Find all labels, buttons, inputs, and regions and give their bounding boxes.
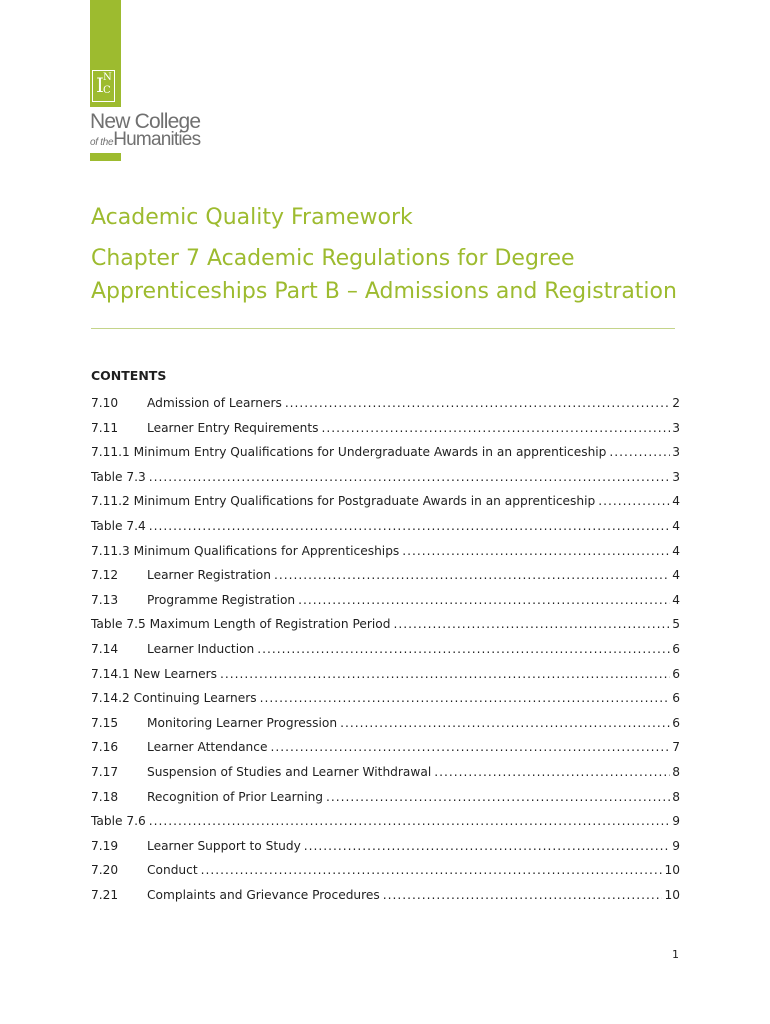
toc-entry-number: 7.12 [91, 568, 119, 583]
toc-entry-number: 7.21 [91, 887, 119, 902]
toc-dot-leader [257, 638, 670, 660]
toc-entry-page: 3 [672, 445, 680, 460]
toc-dot-leader [201, 859, 663, 881]
toc-entry-page: 3 [672, 420, 680, 435]
toc-entry-title: Suspension of Studies and Learner Withdrawal [147, 764, 432, 779]
toc-entry-page: 4 [672, 543, 680, 558]
toc-dot-leader [260, 687, 671, 709]
logo-name-line2 [90, 129, 200, 151]
logo-monogram-i: I [96, 73, 104, 97]
logo-name-humanities: Humanities [113, 129, 201, 150]
toc-entry-page: 7 [672, 740, 680, 755]
toc-dot-leader [149, 810, 670, 832]
toc-entry-number: 7.14 [91, 641, 119, 656]
toc-dot-leader [598, 490, 670, 512]
toc-entry[interactable] [91, 736, 680, 761]
toc-entry[interactable] [91, 490, 680, 515]
toc-entry[interactable] [91, 761, 680, 786]
toc-entry-title: Table 7.3 [91, 469, 146, 484]
toc-entry-title: Monitoring Learner Progression [147, 715, 338, 730]
toc-entry-title: Learner Entry Requirements [147, 420, 319, 435]
toc-entry-page: 10 [664, 863, 680, 878]
logo-monogram [92, 70, 115, 102]
toc-entry-title: 7.11.1 Minimum Entry Qualifications for Undergraduate Awards in an apprenticeship [91, 445, 607, 460]
toc-dot-leader [149, 515, 670, 537]
toc-dot-leader [304, 835, 670, 857]
toc-entry-title: 7.11.2 Minimum Entry Qualifications for Postgraduate Awards in an apprenticeship [91, 494, 596, 509]
toc-entry-title: Learner Registration [147, 568, 271, 583]
toc-entry-page: 8 [672, 764, 680, 779]
toc-entry-number: 7.13 [91, 592, 119, 607]
toc-entry-number: 7.19 [91, 838, 119, 853]
toc-entry-page: 6 [672, 641, 680, 656]
page-number: 1 [672, 948, 679, 961]
toc-entry[interactable] [91, 589, 680, 614]
toc-dot-leader [270, 736, 670, 758]
toc-entry-title: Table 7.6 [91, 814, 146, 829]
table-of-contents [91, 392, 680, 908]
contents-heading: CONTENTS [91, 368, 167, 383]
toc-entry-number: 7.16 [91, 740, 119, 755]
toc-entry-title: Learner Induction [147, 641, 255, 656]
toc-entry-title: 7.11.3 Minimum Qualifications for Apprenticeships [91, 543, 400, 558]
logo-underbar [90, 153, 121, 161]
toc-entry[interactable] [91, 884, 680, 909]
toc-entry-title: Admission of Learners [147, 396, 282, 410]
logo-monogram-n: N [103, 72, 112, 83]
toc-entry-title: Complaints and Grievance Procedures [147, 887, 380, 902]
toc-dot-leader [393, 613, 670, 635]
toc-entry[interactable] [91, 564, 680, 589]
toc-entry-page: 4 [672, 494, 680, 509]
toc-entry-page: 6 [672, 666, 680, 681]
toc-entry-title: Learner Attendance [147, 740, 268, 755]
toc-dot-leader [274, 564, 670, 586]
toc-dot-leader [340, 712, 670, 734]
toc-entry-number: 7.10 [91, 396, 119, 410]
toc-entry-number: 7.15 [91, 715, 119, 730]
toc-entry-title: 7.14.1 New Learners [91, 666, 218, 681]
toc-entry-title: Table 7.5 Maximum Length of Registration Period [91, 617, 391, 632]
toc-entry-number: 7.20 [91, 863, 119, 878]
toc-entry-number: 7.18 [91, 789, 119, 804]
toc-entry-page: 6 [672, 691, 680, 706]
toc-entry-title: Programme Registration [147, 592, 296, 607]
toc-entry[interactable] [91, 540, 680, 565]
toc-dot-leader [285, 392, 670, 414]
toc-entry[interactable] [91, 786, 680, 811]
toc-entry[interactable] [91, 515, 680, 540]
toc-entry[interactable] [91, 638, 680, 663]
toc-entry-number: 7.17 [91, 764, 119, 779]
toc-entry[interactable] [91, 613, 680, 638]
toc-entry-page: 4 [672, 518, 680, 533]
toc-entry-title: Recognition of Prior Learning [147, 789, 324, 804]
toc-entry-page: 10 [664, 887, 680, 902]
logo-name-line1: New College [90, 110, 201, 133]
toc-dot-leader [434, 761, 670, 783]
toc-entry[interactable] [91, 835, 680, 860]
logo-name-of-the: of the [90, 137, 114, 148]
toc-entry[interactable] [91, 712, 680, 737]
toc-dot-leader [402, 540, 670, 562]
toc-entry[interactable] [91, 417, 680, 442]
toc-entry-title: Learner Support to Study [147, 838, 301, 853]
toc-entry[interactable] [91, 810, 680, 835]
toc-entry-page: 4 [672, 568, 680, 583]
toc-entry-number: 7.11 [91, 420, 119, 435]
logo-monogram-c: C [103, 85, 111, 96]
toc-dot-leader [298, 589, 670, 611]
toc-entry[interactable] [91, 466, 680, 491]
toc-entry[interactable] [91, 663, 680, 688]
toc-entry-page: 4 [672, 592, 680, 607]
toc-entry-page: 9 [672, 814, 680, 829]
toc-entry-page: 2 [672, 396, 680, 410]
toc-dot-leader [609, 441, 670, 463]
title-divider [91, 328, 675, 329]
toc-entry-title: 7.14.2 Continuing Learners [91, 691, 257, 706]
toc-entry[interactable] [91, 441, 680, 466]
toc-entry-title: Conduct [147, 863, 198, 878]
toc-dot-leader [149, 466, 670, 488]
toc-dot-leader [383, 884, 663, 906]
toc-entry[interactable] [91, 392, 680, 417]
document-subtitle: Chapter 7 Academic Regulations for Degree Apprenticeships Part B – Admissions and Registration [91, 246, 677, 304]
toc-entry-title: Table 7.4 [91, 518, 146, 533]
toc-entry-page: 3 [672, 469, 680, 484]
toc-entry-page: 9 [672, 838, 680, 853]
toc-entry-page: 5 [672, 617, 680, 632]
toc-dot-leader [321, 417, 670, 439]
toc-entry[interactable] [91, 859, 680, 884]
toc-entry-page: 6 [672, 715, 680, 730]
toc-entry[interactable] [91, 687, 680, 712]
document-title: Academic Quality Framework [91, 205, 413, 230]
toc-entry-page: 8 [672, 789, 680, 804]
toc-dot-leader [220, 663, 670, 685]
toc-dot-leader [326, 786, 670, 808]
